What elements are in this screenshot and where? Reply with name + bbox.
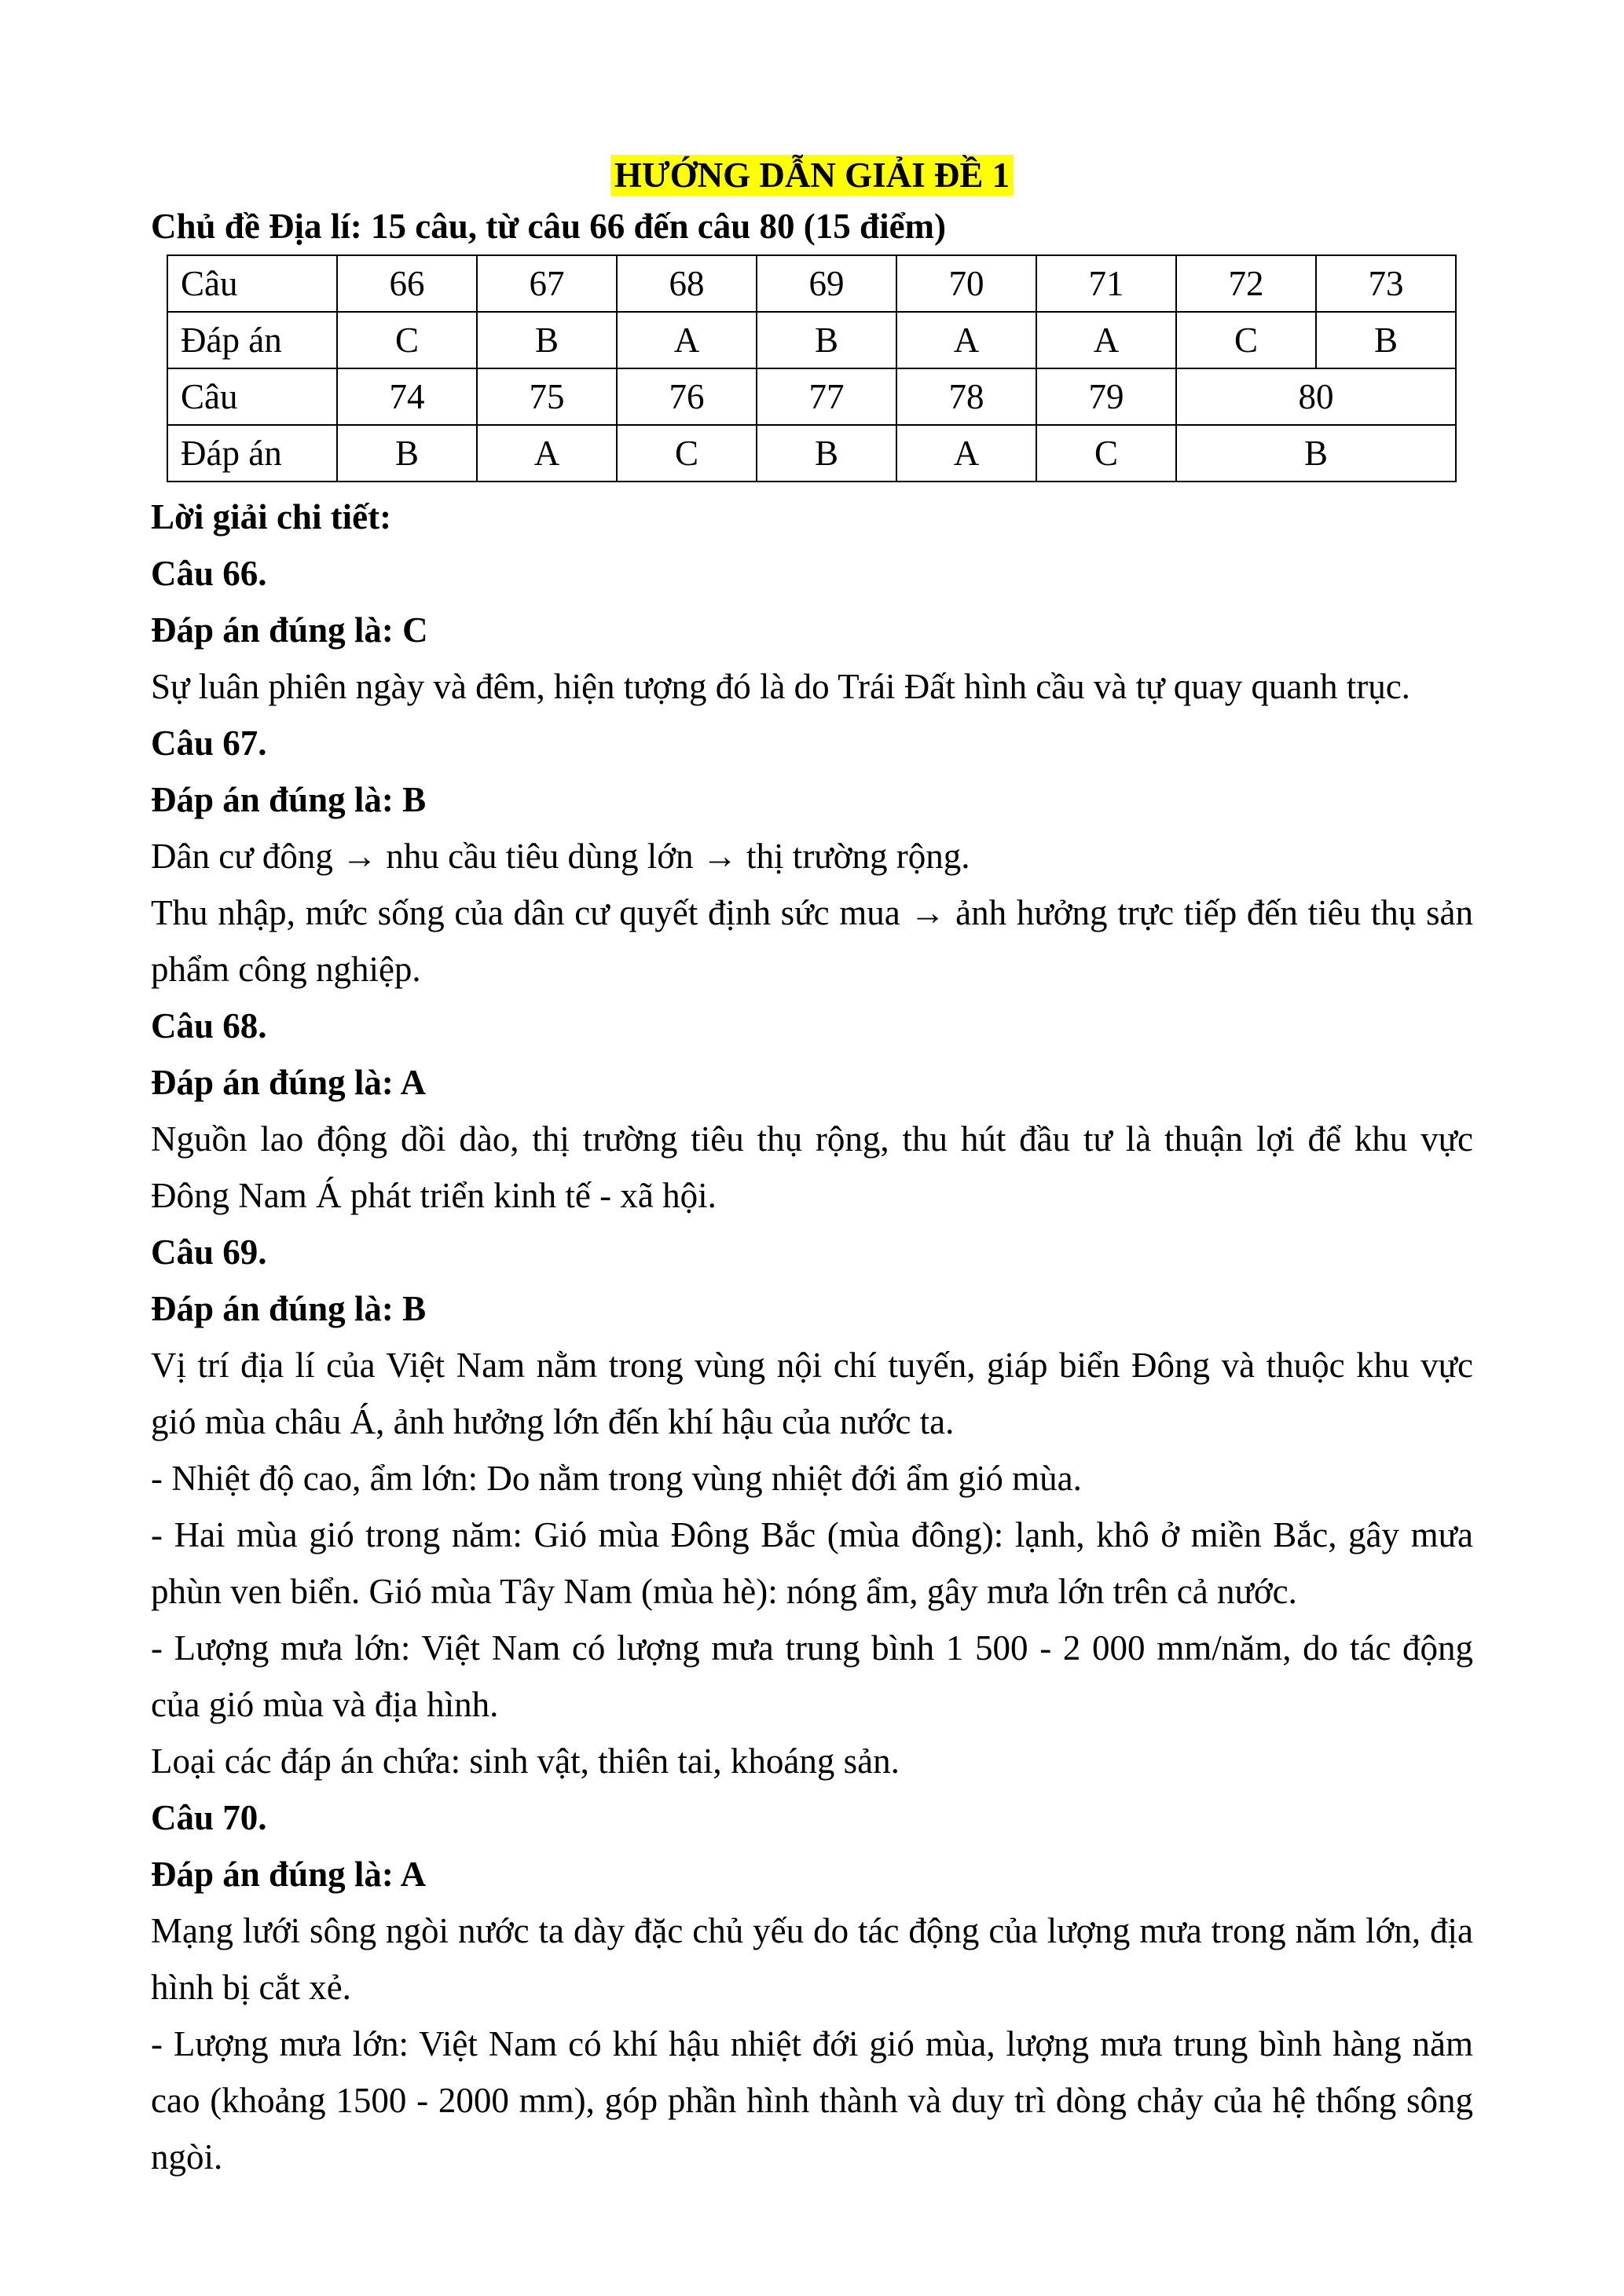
answer-letter-cell: C [1036, 425, 1176, 482]
solution-question-number: Câu 67. [151, 723, 267, 763]
document-title: HƯỚNG DẪN GIẢI ĐỀ 1 [610, 155, 1014, 196]
question-number-cell: 78 [896, 368, 1036, 425]
question-number-cell: 79 [1036, 368, 1176, 425]
question-number-cell: 80 [1176, 368, 1456, 425]
solution-correct-answer: Đáp án đúng là: B [151, 1289, 427, 1328]
answer-key-table [167, 255, 1457, 482]
answer-table-row [167, 368, 1456, 425]
answer-letter-cell: A [477, 425, 617, 482]
solution-paragraph: - Nhiệt độ cao, ẩm lớn: Do nằm trong vùng nhiệt đới ẩm gió mùa. [151, 1459, 1082, 1498]
answer-letter-cell: B [757, 425, 896, 482]
document-title-line [151, 153, 1473, 198]
solutions-heading: Lời giải chi tiết: [151, 497, 392, 536]
answer-letter-cell: A [896, 312, 1036, 368]
question-number-cell: 69 [757, 255, 896, 312]
question-number-cell: 66 [337, 255, 477, 312]
table-row-label: Đáp án [167, 312, 337, 368]
solution-paragraph: Nguồn lao động dồi dào, thị trường tiêu thụ rộng, thu hút đầu tư là thuận lợi để khu vực Đông Nam Á phát triển kinh tế - xã hội. [151, 1119, 1473, 1215]
answer-letter-cell: B [757, 312, 896, 368]
solution-question-number: Câu 69. [151, 1232, 267, 1272]
answer-letter-cell: B [337, 425, 477, 482]
answer-letter-cell: A [617, 312, 757, 368]
answer-letter-cell: C [617, 425, 757, 482]
solution-paragraph: - Lượng mưa lớn: Việt Nam có lượng mưa trung bình 1 500 - 2 000 mm/năm, do tác động của gió mùa và địa hình. [151, 1628, 1473, 1724]
solution-paragraph: Sự luân phiên ngày và đêm, hiện tượng đó là do Trái Đất hình cầu và tự quay quanh trục. [151, 667, 1410, 706]
question-number-cell: 73 [1316, 255, 1456, 312]
question-number-cell: 76 [617, 368, 757, 425]
solution-paragraph: - Lượng mưa lớn: Việt Nam có khí hậu nhiệt đới gió mùa, lượng mưa trung bình hàng năm cao (khoảng 1500 - 2000 mm), góp phần hình thành và duy trì dòng chảy của hệ thống sông ngòi. [151, 2024, 1473, 2177]
solution-paragraph: Loại các đáp án chứa: sinh vật, thiên tai, khoáng sản. [151, 1741, 900, 1781]
answer-letter-cell: B [1316, 312, 1456, 368]
table-row-label: Đáp án [167, 425, 337, 482]
answer-letter-cell: A [1036, 312, 1176, 368]
answer-table-row [167, 312, 1456, 368]
question-number-cell: 67 [477, 255, 617, 312]
answer-table-row [167, 425, 1456, 482]
question-number-cell: 72 [1176, 255, 1316, 312]
solution-correct-answer: Đáp án đúng là: B [151, 780, 427, 819]
solutions-section [151, 489, 1473, 2185]
answer-letter-cell: B [1176, 425, 1456, 482]
question-number-cell: 74 [337, 368, 477, 425]
question-number-cell: 71 [1036, 255, 1176, 312]
solution-correct-answer: Đáp án đúng là: C [151, 610, 428, 650]
answer-letter-cell: C [337, 312, 477, 368]
topic-heading: Chủ đề Địa lí: 15 câu, từ câu 66 đến câu 80 (15 điểm) [151, 207, 947, 246]
question-number-cell: 70 [896, 255, 1036, 312]
solution-paragraph: - Hai mùa gió trong năm: Gió mùa Đông Bắc (mùa đông): lạnh, khô ở miền Bắc, gây mưa phùn ven biển. Gió mùa Tây Nam (mùa hè): nóng ẩm, gây mưa lớn trên cả nước. [151, 1515, 1473, 1611]
solution-paragraph: Thu nhập, mức sống của dân cư quyết định sức mua → ảnh hưởng trực tiếp đến tiêu thụ sản phẩm công nghiệp. [151, 893, 1473, 989]
solution-question-number: Câu 68. [151, 1006, 267, 1045]
solution-question-number: Câu 70. [151, 1798, 267, 1837]
table-row-label: Câu [167, 255, 337, 312]
question-number-cell: 75 [477, 368, 617, 425]
question-number-cell: 68 [617, 255, 757, 312]
answer-table-row [167, 255, 1456, 312]
answer-letter-cell: C [1176, 312, 1316, 368]
solution-paragraph: Vị trí địa lí của Việt Nam nằm trong vùng nội chí tuyến, giáp biển Đông và thuộc khu vực gió mùa châu Á, ảnh hưởng lớn đến khí hậu của nước ta. [151, 1346, 1473, 1441]
solution-correct-answer: Đáp án đúng là: A [151, 1855, 427, 1894]
solution-correct-answer: Đáp án đúng là: A [151, 1063, 427, 1102]
question-number-cell: 77 [757, 368, 896, 425]
answer-letter-cell: A [896, 425, 1036, 482]
answer-letter-cell: B [477, 312, 617, 368]
table-row-label: Câu [167, 368, 337, 425]
solution-paragraph: Mạng lưới sông ngòi nước ta dày đặc chủ yếu do tác động của lượng mưa trong năm lớn, địa hình bị cắt xẻ. [151, 1911, 1473, 2007]
solution-question-number: Câu 66. [151, 554, 267, 593]
solution-paragraph: Dân cư đông → nhu cầu tiêu dùng lớn → thị trường rộng. [151, 837, 970, 876]
